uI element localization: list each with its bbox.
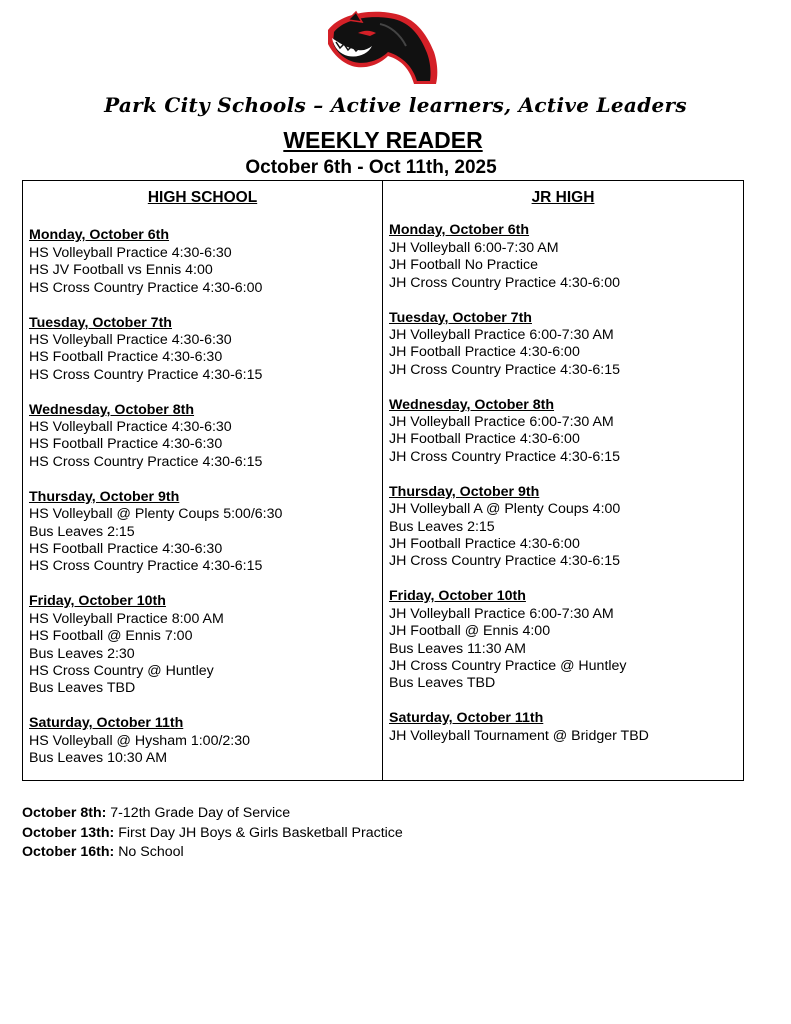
note-line (22, 804, 403, 824)
note-text: No School (118, 844, 184, 860)
school-motto: Park City Schools – Active learners, Active Leaders (104, 93, 687, 117)
day-title: Thursday, October 9th (389, 483, 540, 500)
event-line: JH Cross Country Practice 4:30-6:15 (389, 553, 621, 570)
event-line: HS Football @ Ennis 7:00 (29, 628, 193, 645)
note-label: October 8th: (22, 805, 107, 821)
event-line: JH Football No Practice (389, 257, 539, 274)
panther-mascot-icon (318, 8, 440, 84)
day-title: Friday, October 10th (29, 593, 166, 610)
event-line: HS Football Practice 4:30-6:30 (29, 436, 223, 453)
event-line: JH Cross Country Practice @ Huntley (389, 657, 627, 674)
day-title: Monday, October 6th (29, 227, 170, 244)
event-line: HS Cross Country @ Huntley (29, 662, 214, 679)
high-school-column (23, 181, 383, 780)
event-line: JH Volleyball Practice 6:00-7:30 AM (389, 414, 614, 431)
day-title: Saturday, October 11th (389, 710, 544, 727)
event-line: JH Cross Country Practice 4:30-6:15 (389, 361, 621, 378)
jh-day-wednesday (389, 397, 737, 467)
hs-day-saturday (29, 715, 376, 767)
event-line: JH Football @ Ennis 4:00 (389, 623, 551, 640)
event-line: HS Cross Country Practice 4:30-6:15 (29, 366, 263, 383)
note-line (22, 843, 403, 863)
event-line: Bus Leaves TBD (389, 675, 496, 692)
event-line: Bus Leaves 2:30 (29, 645, 135, 662)
jr-high-heading: JR HIGH (531, 189, 595, 206)
event-line: JH Football Practice 4:30-6:00 (389, 344, 580, 361)
event-line: HS Volleyball Practice 4:30-6:30 (29, 244, 232, 261)
event-line: JH Volleyball Practice 6:00-7:30 AM (389, 326, 614, 343)
high-school-heading: HIGH SCHOOL (147, 189, 258, 206)
date-range: October 6th - Oct 11th, 2025 (245, 157, 497, 178)
event-line: HS Football Practice 4:30-6:30 (29, 541, 223, 557)
day-title: Tuesday, October 7th (29, 314, 172, 331)
hs-day-wednesday (29, 402, 376, 472)
schedule-table (22, 180, 744, 781)
day-title: Wednesday, October 8th (389, 396, 555, 413)
day-title: Thursday, October 9th (29, 488, 180, 505)
jh-day-monday (389, 222, 737, 292)
note-label: October 13th: (22, 824, 115, 841)
event-line: Bus Leaves 10:30 AM (29, 750, 168, 767)
hs-day-monday (29, 227, 376, 297)
day-title: Saturday, October 11th (29, 715, 184, 732)
event-line: HS Cross Country Practice 4:30-6:00 (29, 279, 263, 296)
jh-day-tuesday (389, 310, 737, 380)
event-line: HS Cross Country Practice 4:30-6:15 (29, 453, 263, 470)
event-line: JH Volleyball 6:00-7:30 AM (389, 239, 559, 256)
note-text: 7-12th Grade Day of Service (110, 805, 291, 821)
page-title: WEEKLY READER (283, 127, 483, 153)
event-line: JH Cross Country Practice 4:30-6:15 (389, 448, 621, 465)
event-line: JH Volleyball Tournament @ Bridger TBD (389, 727, 649, 744)
jh-day-saturday (389, 710, 737, 745)
day-title: Friday, October 10th (389, 588, 526, 605)
jh-day-friday (389, 588, 737, 692)
event-line: HS Volleyball @ Plenty Coups 5:00/6:30 (29, 506, 283, 523)
note-label: October 16th: (22, 844, 115, 860)
event-line: HS Volleyball @ Hysham 1:00/2:30 (29, 732, 251, 749)
day-title: Wednesday, October 8th (29, 401, 195, 418)
event-line: JH Football Practice 4:30-6:00 (389, 536, 580, 552)
event-line: Bus Leaves 11:30 AM (389, 640, 526, 657)
event-line: HS Football Practice 4:30-6:30 (29, 349, 223, 366)
hs-day-thursday (29, 489, 376, 576)
jr-high-column (383, 181, 743, 780)
event-line: JH Football Practice 4:30-6:00 (389, 431, 580, 448)
event-line: JH Volleyball A @ Plenty Coups 4:00 (389, 501, 621, 518)
event-line: HS Volleyball Practice 4:30-6:30 (29, 419, 232, 436)
day-title: Monday, October 6th (389, 222, 530, 239)
event-line: JH Cross Country Practice 4:30-6:00 (389, 274, 621, 291)
event-line: HS Volleyball Practice 4:30-6:30 (29, 331, 232, 348)
event-line: JH Volleyball Practice 6:00-7:30 AM (389, 605, 614, 622)
day-title: Tuesday, October 7th (389, 309, 532, 326)
hs-day-tuesday (29, 315, 376, 385)
event-line: Bus Leaves TBD (29, 680, 136, 697)
event-line: HS Cross Country Practice 4:30-6:15 (29, 558, 263, 575)
notes-section (22, 804, 403, 863)
event-line: HS JV Football vs Ennis 4:00 (29, 262, 213, 279)
event-line: HS Volleyball Practice 8:00 AM (29, 610, 224, 627)
note-line (22, 824, 403, 844)
event-line: Bus Leaves 2:15 (29, 523, 135, 540)
hs-day-friday (29, 593, 376, 697)
note-text: First Day JH Boys & Girls Basketball Practice (118, 824, 403, 841)
jh-day-thursday (389, 484, 737, 571)
event-line: Bus Leaves 2:15 (389, 518, 495, 535)
